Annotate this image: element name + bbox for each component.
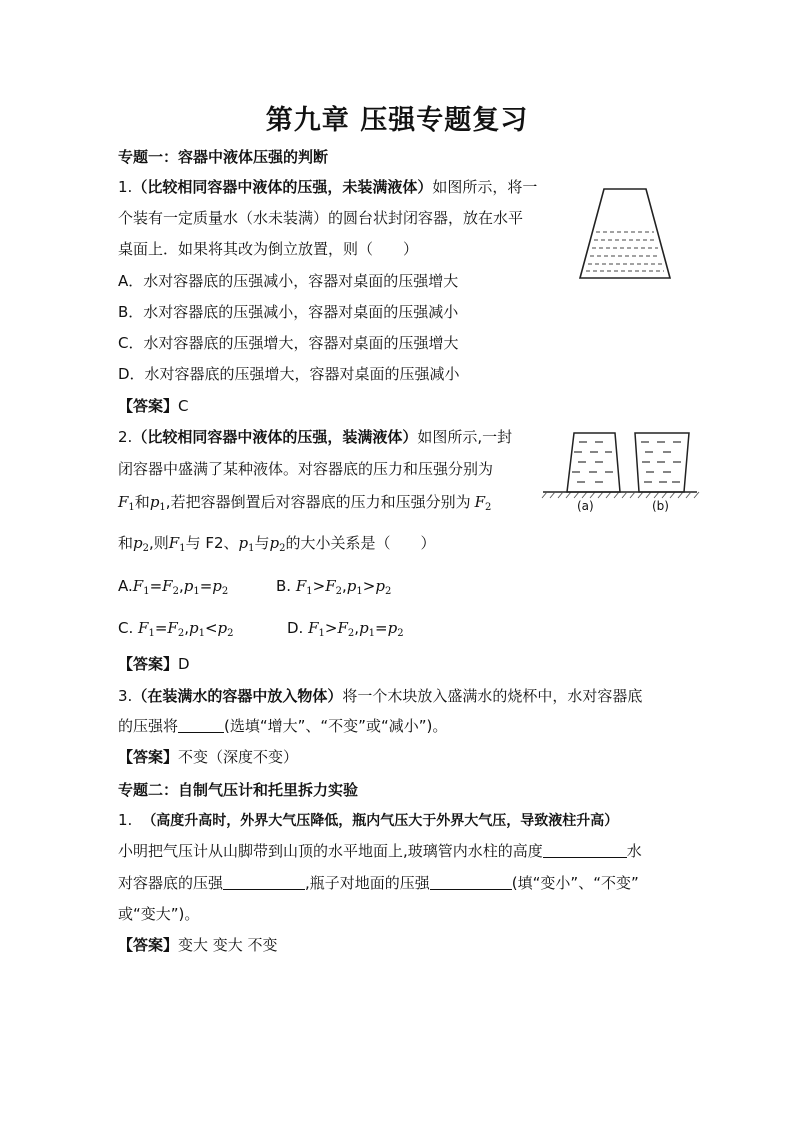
- figure-label-b: (b): [652, 499, 669, 513]
- figure-label-a: (a): [577, 499, 594, 513]
- q3-line1-tail: 将一个木块放入盛满水的烧杯中，水对容器底: [342, 687, 643, 705]
- q2-line4-tail: 的大小关系是（ ）: [285, 534, 436, 552]
- fill-blank: [223, 873, 305, 890]
- q2-with-f2: 与 F2、: [185, 534, 239, 552]
- answer-label: 【答案】: [118, 655, 179, 673]
- s2-q1-line4: 或“变大”)。: [118, 905, 200, 923]
- fill-blank: [430, 873, 512, 890]
- math-p1b: $p_1$: [238, 534, 255, 554]
- q1-answer: [118, 396, 189, 416]
- math-p2: $p_2$: [133, 534, 149, 554]
- math-F1b: $F_1$: [168, 534, 186, 554]
- s2-q1-line1: [118, 810, 618, 831]
- q1-line2: 个装有一定质量水（水未装满）的圆台状封闭容器，放在水平: [118, 209, 524, 227]
- s2-q1-answer: [118, 935, 278, 955]
- fill-blank: [543, 841, 627, 858]
- q2-tag: （比较相同容器中液体的压强，装满液体）: [132, 428, 418, 446]
- q2-and-2: 和: [118, 534, 134, 552]
- q2-line3: [118, 492, 491, 518]
- math-F1: $F_1$: [118, 493, 135, 513]
- q3-line1: [118, 686, 642, 706]
- q1-option-c: C．水对容器底的压强增大，容器对桌面的压强增大: [118, 334, 459, 352]
- q2-line4: [118, 533, 436, 559]
- q2-with: 与: [254, 534, 270, 552]
- q1-container-figure: [574, 184, 674, 284]
- q2-then: ,则: [149, 534, 169, 552]
- q2-answer: [118, 654, 190, 674]
- q2-option-c: C. $F_1=F_2,p_1<p_2$: [118, 619, 234, 639]
- q3-line2: 的压强将 (选填“增大”、“不变”或“减小”)。: [118, 717, 448, 735]
- q1-line1-tail: 如图所示，将一: [432, 178, 538, 196]
- answer-label: 【答案】: [118, 936, 179, 954]
- section-heading-1: 专题一：容器中液体压强的判断: [118, 148, 329, 166]
- q1-number: 1.: [118, 178, 133, 196]
- q3-number: 3.: [118, 687, 133, 705]
- q3-tag: （在装满水的容器中放入物体）: [132, 687, 343, 705]
- math-p1: $p_1$: [149, 493, 166, 513]
- answer-label: 【答案】: [118, 397, 179, 415]
- q1-tag: （比较相同容器中液体的压强，未装满液体）: [132, 178, 433, 196]
- answer-value: C: [178, 397, 189, 415]
- section-heading-2: 专题二：自制气压计和托里拆力实验: [118, 781, 359, 799]
- q2-line2: 闭容器中盛满了某种液体。对容器底的压力和压强分别为: [118, 460, 494, 478]
- q2-number: 2.: [118, 428, 133, 446]
- q2-line1: [118, 427, 512, 447]
- page-title: 第九章 压强专题复习: [265, 105, 529, 136]
- answer-value: 变大 变大 不变: [178, 936, 278, 954]
- fill-blank: [178, 716, 224, 733]
- q2-line1-tail: 如图所示,一封: [417, 428, 513, 446]
- q1-line1: [118, 177, 537, 197]
- q2-containers-figure: [541, 428, 701, 516]
- s2-q1-number: 1.: [118, 811, 133, 829]
- answer-value: 不变（深度不变）: [178, 748, 299, 766]
- q2-option-d: D. $F_1>F_2,p_1=p_2$: [287, 619, 404, 639]
- q1-option-a: A．水对容器底的压强减小，容器对桌面的压强增大: [118, 272, 459, 290]
- q2-option-a: $A.F_1=F_2,p_1=p_2$: [118, 577, 229, 597]
- s2-q1-tag: （高度升高时，外界大气压降低，瓶内气压大于外界大气压，导致液柱升高）: [142, 813, 619, 829]
- q1-option-b: B．水对容器底的压强减小，容器对桌面的压强减小: [118, 303, 459, 321]
- q1-line3: 桌面上．如果将其改为倒立放置，则（ ）: [118, 240, 419, 258]
- answer-label: 【答案】: [118, 748, 179, 766]
- q3-answer: [118, 747, 298, 767]
- s2-q1-line3: 对容器底的压强 ,瓶子对地面的压强 (填“变小”、“不变”: [118, 874, 639, 892]
- math-p2b: $p_2$: [269, 534, 286, 554]
- answer-value: D: [178, 655, 190, 673]
- q1-option-d: D．水对容器底的压强增大，容器对桌面的压强减小: [118, 365, 460, 383]
- q2-option-b: B. $F_1>F_2,p_1>p_2$: [276, 577, 392, 597]
- q2-line3-tail: ,若把容器倒置后对容器底的压力和压强分别为: [165, 493, 471, 511]
- s2-q1-line2: 小明把气压计从山脚带到山顶的水平地面上,玻璃管内水柱的高度 水: [118, 842, 642, 860]
- q2-and-1: 和: [134, 493, 150, 511]
- math-F2: $F_2$: [474, 493, 492, 513]
